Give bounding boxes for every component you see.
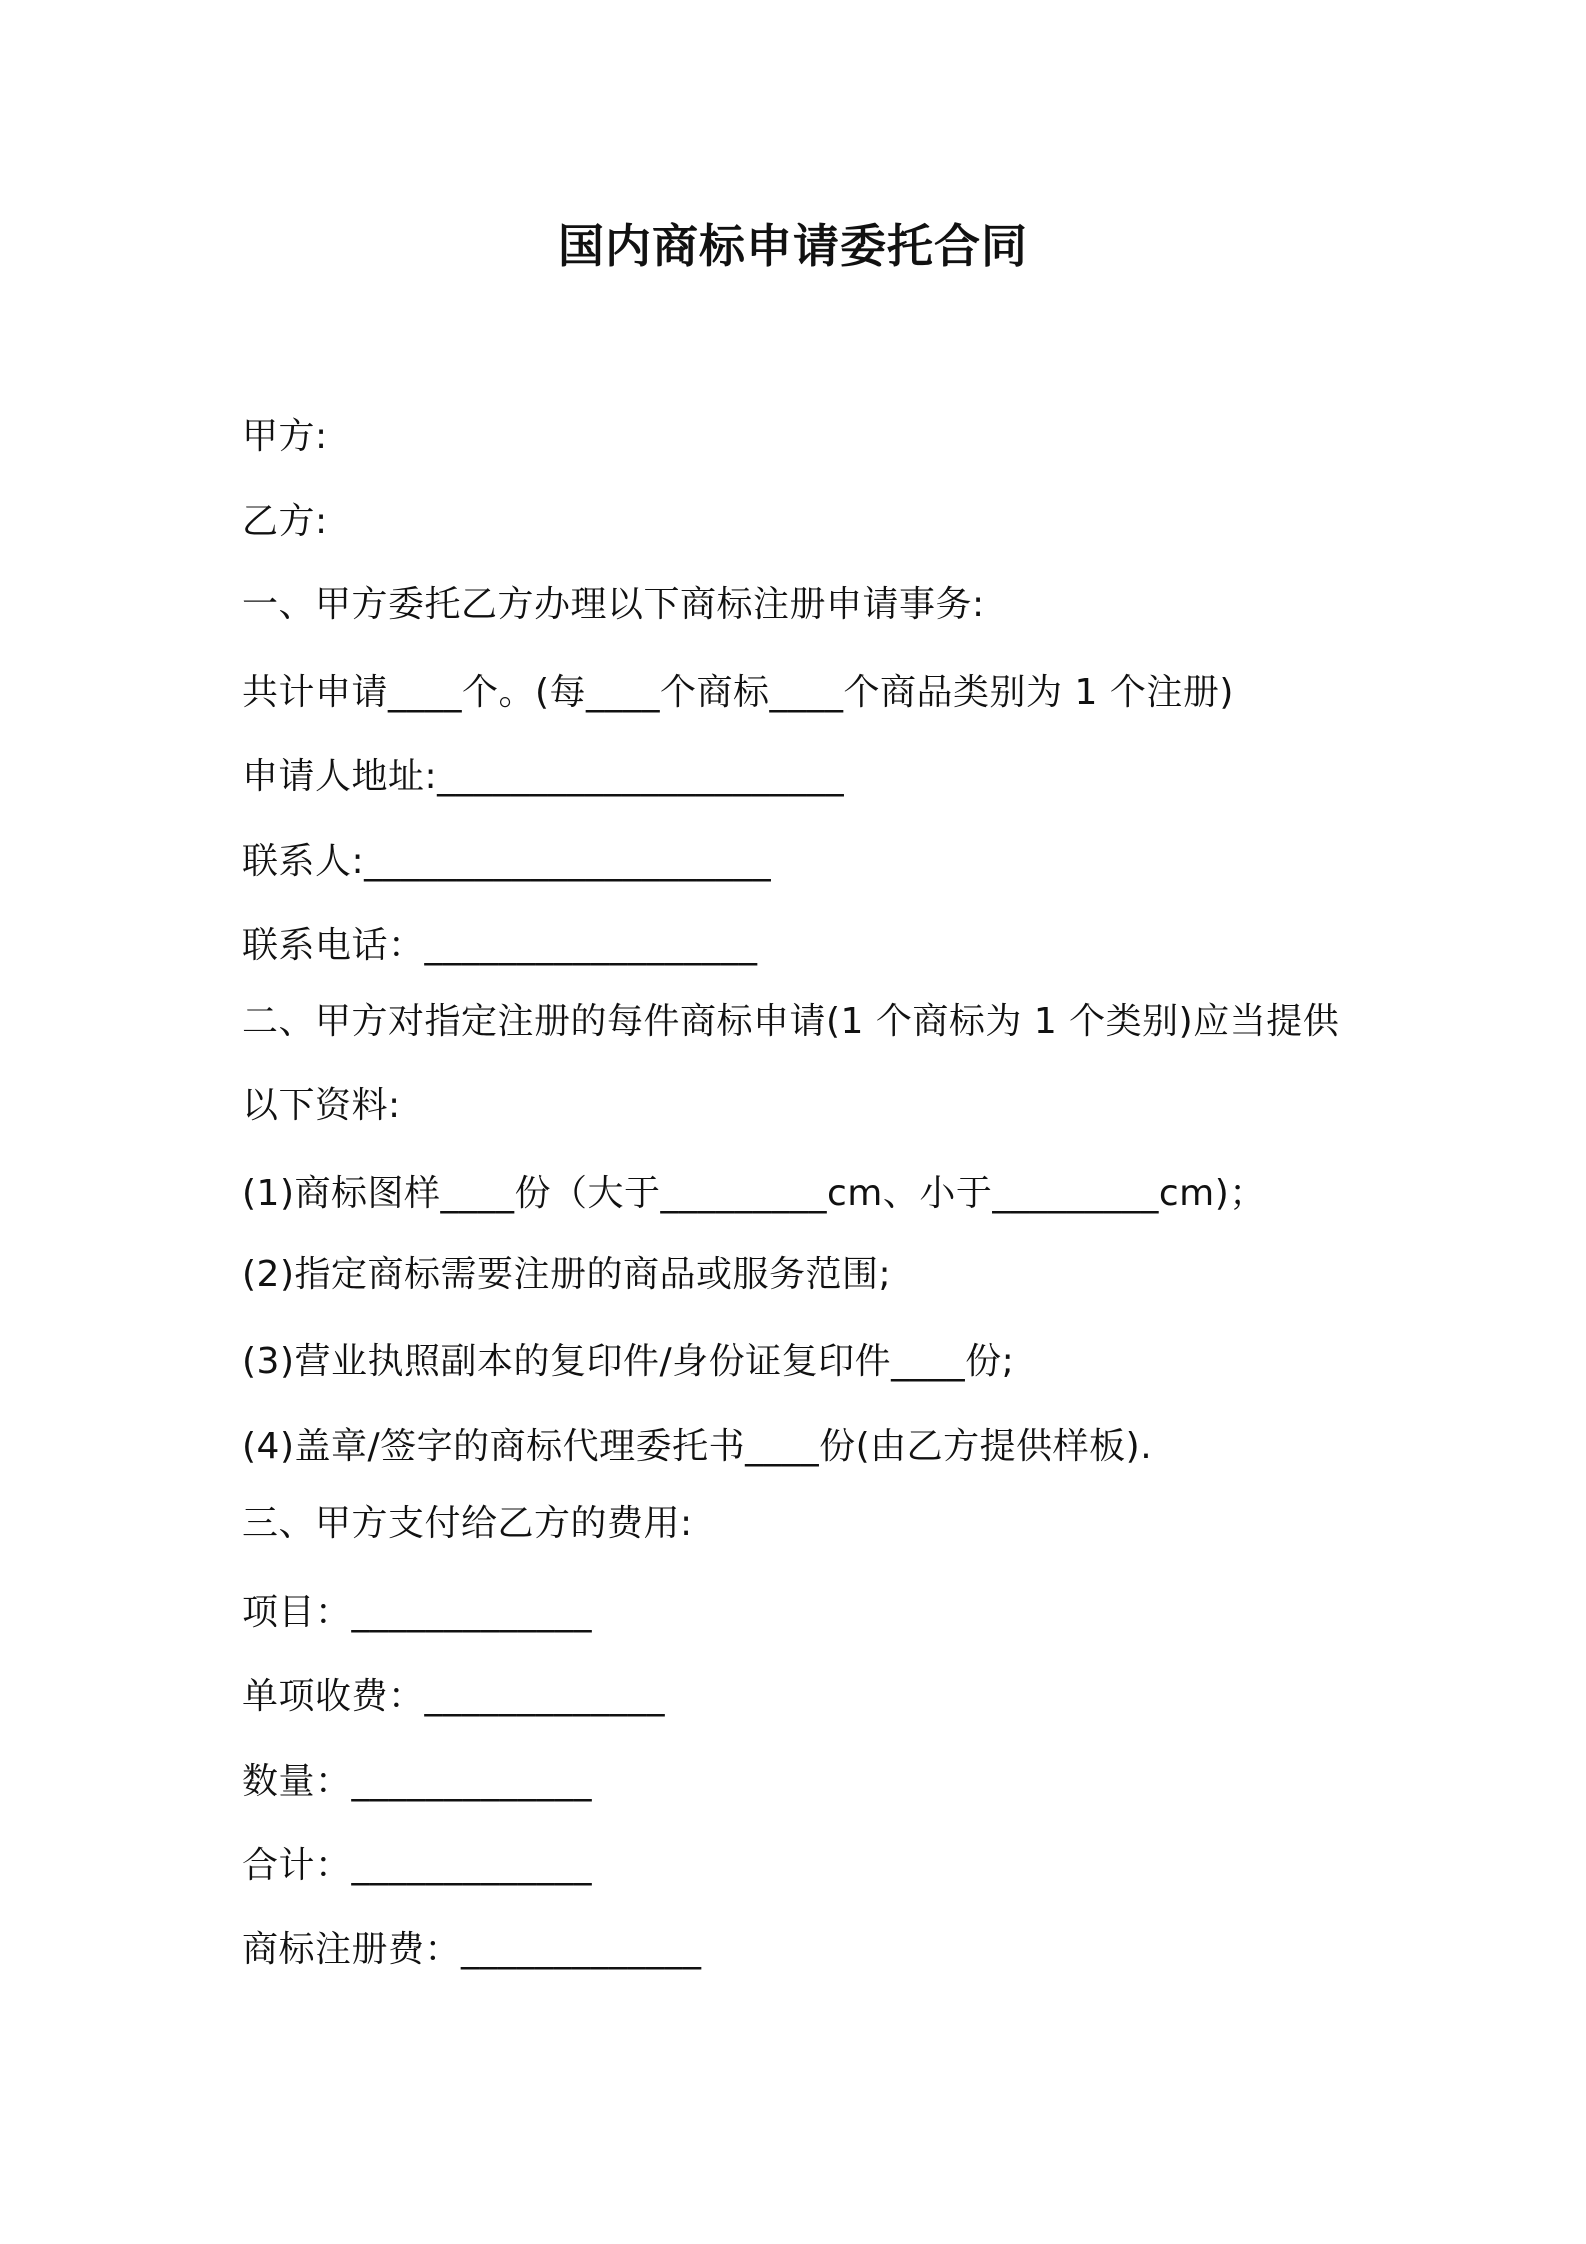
unit-fee-line: 单项收费：_____________ bbox=[242, 1676, 666, 1717]
material-item-2: (2)指定商标需要注册的商品或服务范围; bbox=[242, 1254, 892, 1295]
section-3-heading: 三、甲方支付给乙方的费用: bbox=[242, 1503, 693, 1544]
section-2-heading: 二、甲方对指定注册的每件商标申请(1 个商标为 1 个类别)应当提供 bbox=[242, 1001, 1340, 1042]
party-a-line: 甲方: bbox=[242, 416, 328, 457]
material-item-4: (4)盖章/签字的商标代理委托书____份(由乙方提供样板). bbox=[242, 1426, 1153, 1467]
fee-item-line: 项目：_____________ bbox=[242, 1592, 593, 1633]
document-title: 国内商标申请委托合同 bbox=[558, 219, 1028, 273]
material-item-1: (1)商标图样____份（大于_________cm、小于_________cm)； bbox=[242, 1173, 1266, 1214]
application-count-line: 共计申请____个。(每____个商标____个商品类别为 1 个注册) bbox=[242, 672, 1234, 713]
section-2-continuation: 以下资料: bbox=[242, 1085, 401, 1126]
total-line: 合计：_____________ bbox=[242, 1845, 593, 1886]
contact-phone-line: 联系电话：__________________ bbox=[242, 925, 758, 966]
contact-person-line: 联系人:______________________ bbox=[242, 841, 772, 882]
material-item-3: (3)营业执照副本的复印件/身份证复印件____份; bbox=[242, 1341, 1015, 1382]
party-b-line: 乙方: bbox=[242, 501, 328, 542]
section-1-heading: 一、甲方委托乙方办理以下商标注册申请事务: bbox=[242, 584, 985, 625]
applicant-address-line: 申请人地址:______________________ bbox=[242, 756, 845, 797]
trademark-registration-fee-line: 商标注册费：_____________ bbox=[242, 1929, 702, 1970]
quantity-line: 数量：_____________ bbox=[242, 1761, 593, 1802]
